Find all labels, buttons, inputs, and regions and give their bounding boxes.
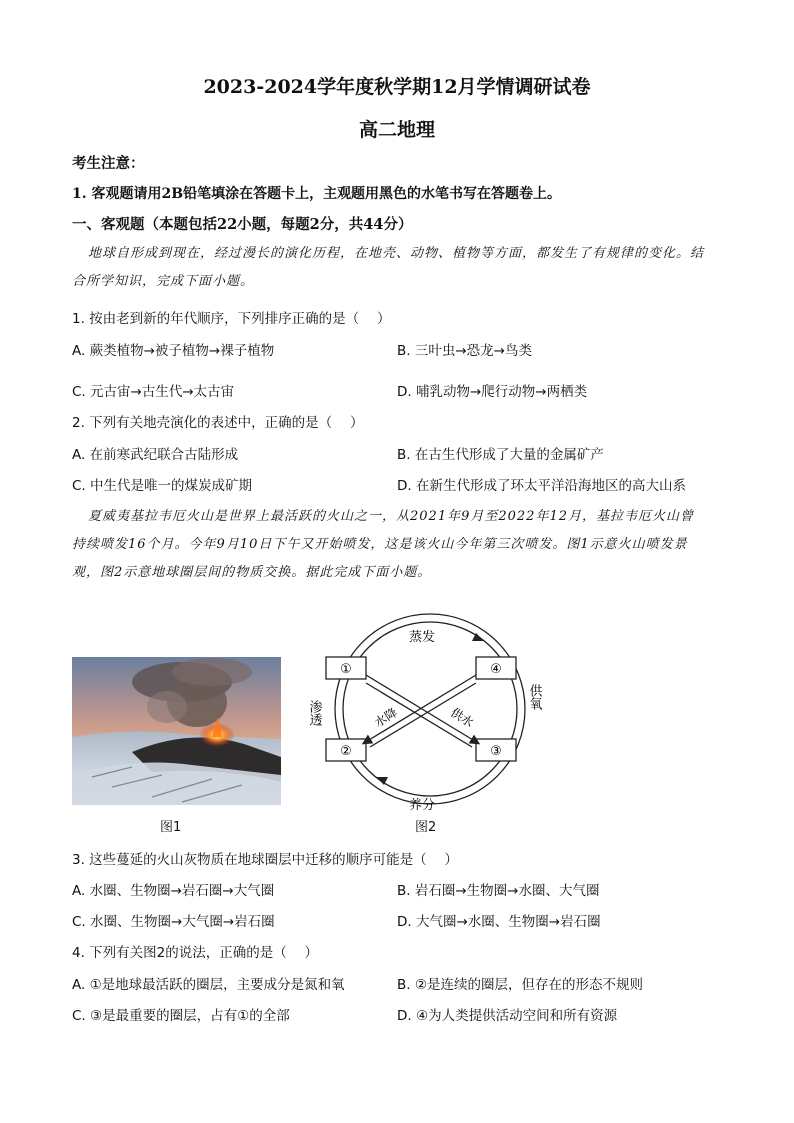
- question-2-option-b: B. 在古生代形成了大量的金属矿产: [397, 447, 604, 463]
- notice-item-1: 1. 客观题请用2B铅笔填涂在答题卡上，主观题用黑色的水笔书写在答题卷上。: [72, 186, 562, 202]
- question-3-option-b: B. 岩石圈→生物圈→水圈、大气圈: [397, 883, 600, 899]
- question-1-option-a: A. 蕨类植物→被子植物→裸子植物: [72, 343, 275, 359]
- question-4-stem: 4. 下列有关图2的说法，正确的是（ ）: [72, 945, 319, 961]
- figure-2-caption: 图2: [415, 820, 437, 835]
- figure-1-caption: 图1: [160, 820, 182, 835]
- section-heading: 一、客观题（本题包括22小题，每题2分，共44分）: [72, 216, 413, 233]
- node-3-label: ③: [490, 744, 502, 759]
- question-3-stem: 3. 这些蔓延的火山灰物质在地球圈层中迁移的顺序可能是（ ）: [72, 852, 458, 868]
- question-4-option-b: B. ②是连续的圈层，但存在的形态不规则: [397, 977, 643, 993]
- intro-paragraph-1-line-1: 地球自形成到现在，经过漫长的演化历程，在地壳、动物、植物等方面，都发生了有规律的变化。结: [88, 246, 705, 261]
- label-infiltration: 渗透: [306, 700, 322, 726]
- question-4-option-a: A. ①是地球最活跃的圈层，主要成分是氮和氧: [72, 977, 345, 993]
- question-2-stem: 2. 下列有关地壳演化的表述中，正确的是（ ）: [72, 415, 364, 431]
- intro-paragraph-2-line-3: 观，图2示意地球圈层间的物质交换。据此完成下面小题。: [72, 565, 432, 580]
- label-oxygen-supply: 供氧: [526, 684, 542, 710]
- question-4-option-c: C. ③是最重要的圈层，占有①的全部: [72, 1008, 290, 1024]
- question-1-option-c: C. 元古宙→古生代→太古宙: [72, 384, 235, 400]
- question-2-option-c: C. 中生代是唯一的煤炭成矿期: [72, 478, 253, 494]
- question-1-stem: 1. 按由老到新的年代顺序，下列排序正确的是（ ）: [72, 311, 391, 327]
- question-1-option-b: B. 三叶虫→恐龙→鸟类: [397, 343, 532, 359]
- page-title: 2023-2024学年度秋学期12月学情调研试卷: [203, 76, 591, 98]
- intro-paragraph-2-line-2: 持续喷发16个月。今年9月10日下午又开始喷发，这是该火山今年第三次喷发。图1示意火山喷发景: [72, 537, 688, 552]
- node-2-label: ②: [340, 744, 352, 759]
- intro-paragraph-2-line-1: 夏威夷基拉韦厄火山是世界上最活跃的火山之一，从2021年9月至2022年12月，基拉韦厄火山曾: [88, 509, 694, 524]
- question-4-option-d: D. ④为人类提供活动空间和所有资源: [397, 1008, 618, 1024]
- label-evaporation: 蒸发: [408, 630, 436, 645]
- question-3-option-a: A. 水圈、生物圈→岩石圈→大气圈: [72, 883, 275, 899]
- question-3-option-d: D. 大气圈→水圈、生物圈→岩石圈: [397, 914, 601, 930]
- volcano-photo: [72, 657, 281, 805]
- label-nutrients: 养分: [408, 798, 436, 813]
- node-1-label: ①: [340, 662, 352, 677]
- label-precipitation: 水降: [371, 705, 400, 730]
- question-1-option-d: D. 哺乳动物→爬行动物→两栖类: [397, 384, 588, 400]
- question-2-option-d: D. 在新生代形成了环太平洋沿海地区的高大山系: [397, 478, 686, 494]
- notice-heading: 考生注意：: [72, 155, 145, 172]
- question-2-option-a: A. 在前寒武纪联合古陆形成: [72, 447, 239, 463]
- intro-paragraph-1-line-2: 合所学知识，完成下面小题。: [72, 274, 255, 289]
- sphere-exchange-diagram: [300, 605, 560, 825]
- inner-ring: [343, 622, 517, 796]
- question-3-option-c: C. 水圈、生物圈→大气圈→岩石圈: [72, 914, 275, 930]
- node-4-label: ④: [490, 662, 502, 677]
- page-subtitle: 高二地理: [358, 119, 435, 141]
- label-water-supply: 供水: [448, 705, 477, 730]
